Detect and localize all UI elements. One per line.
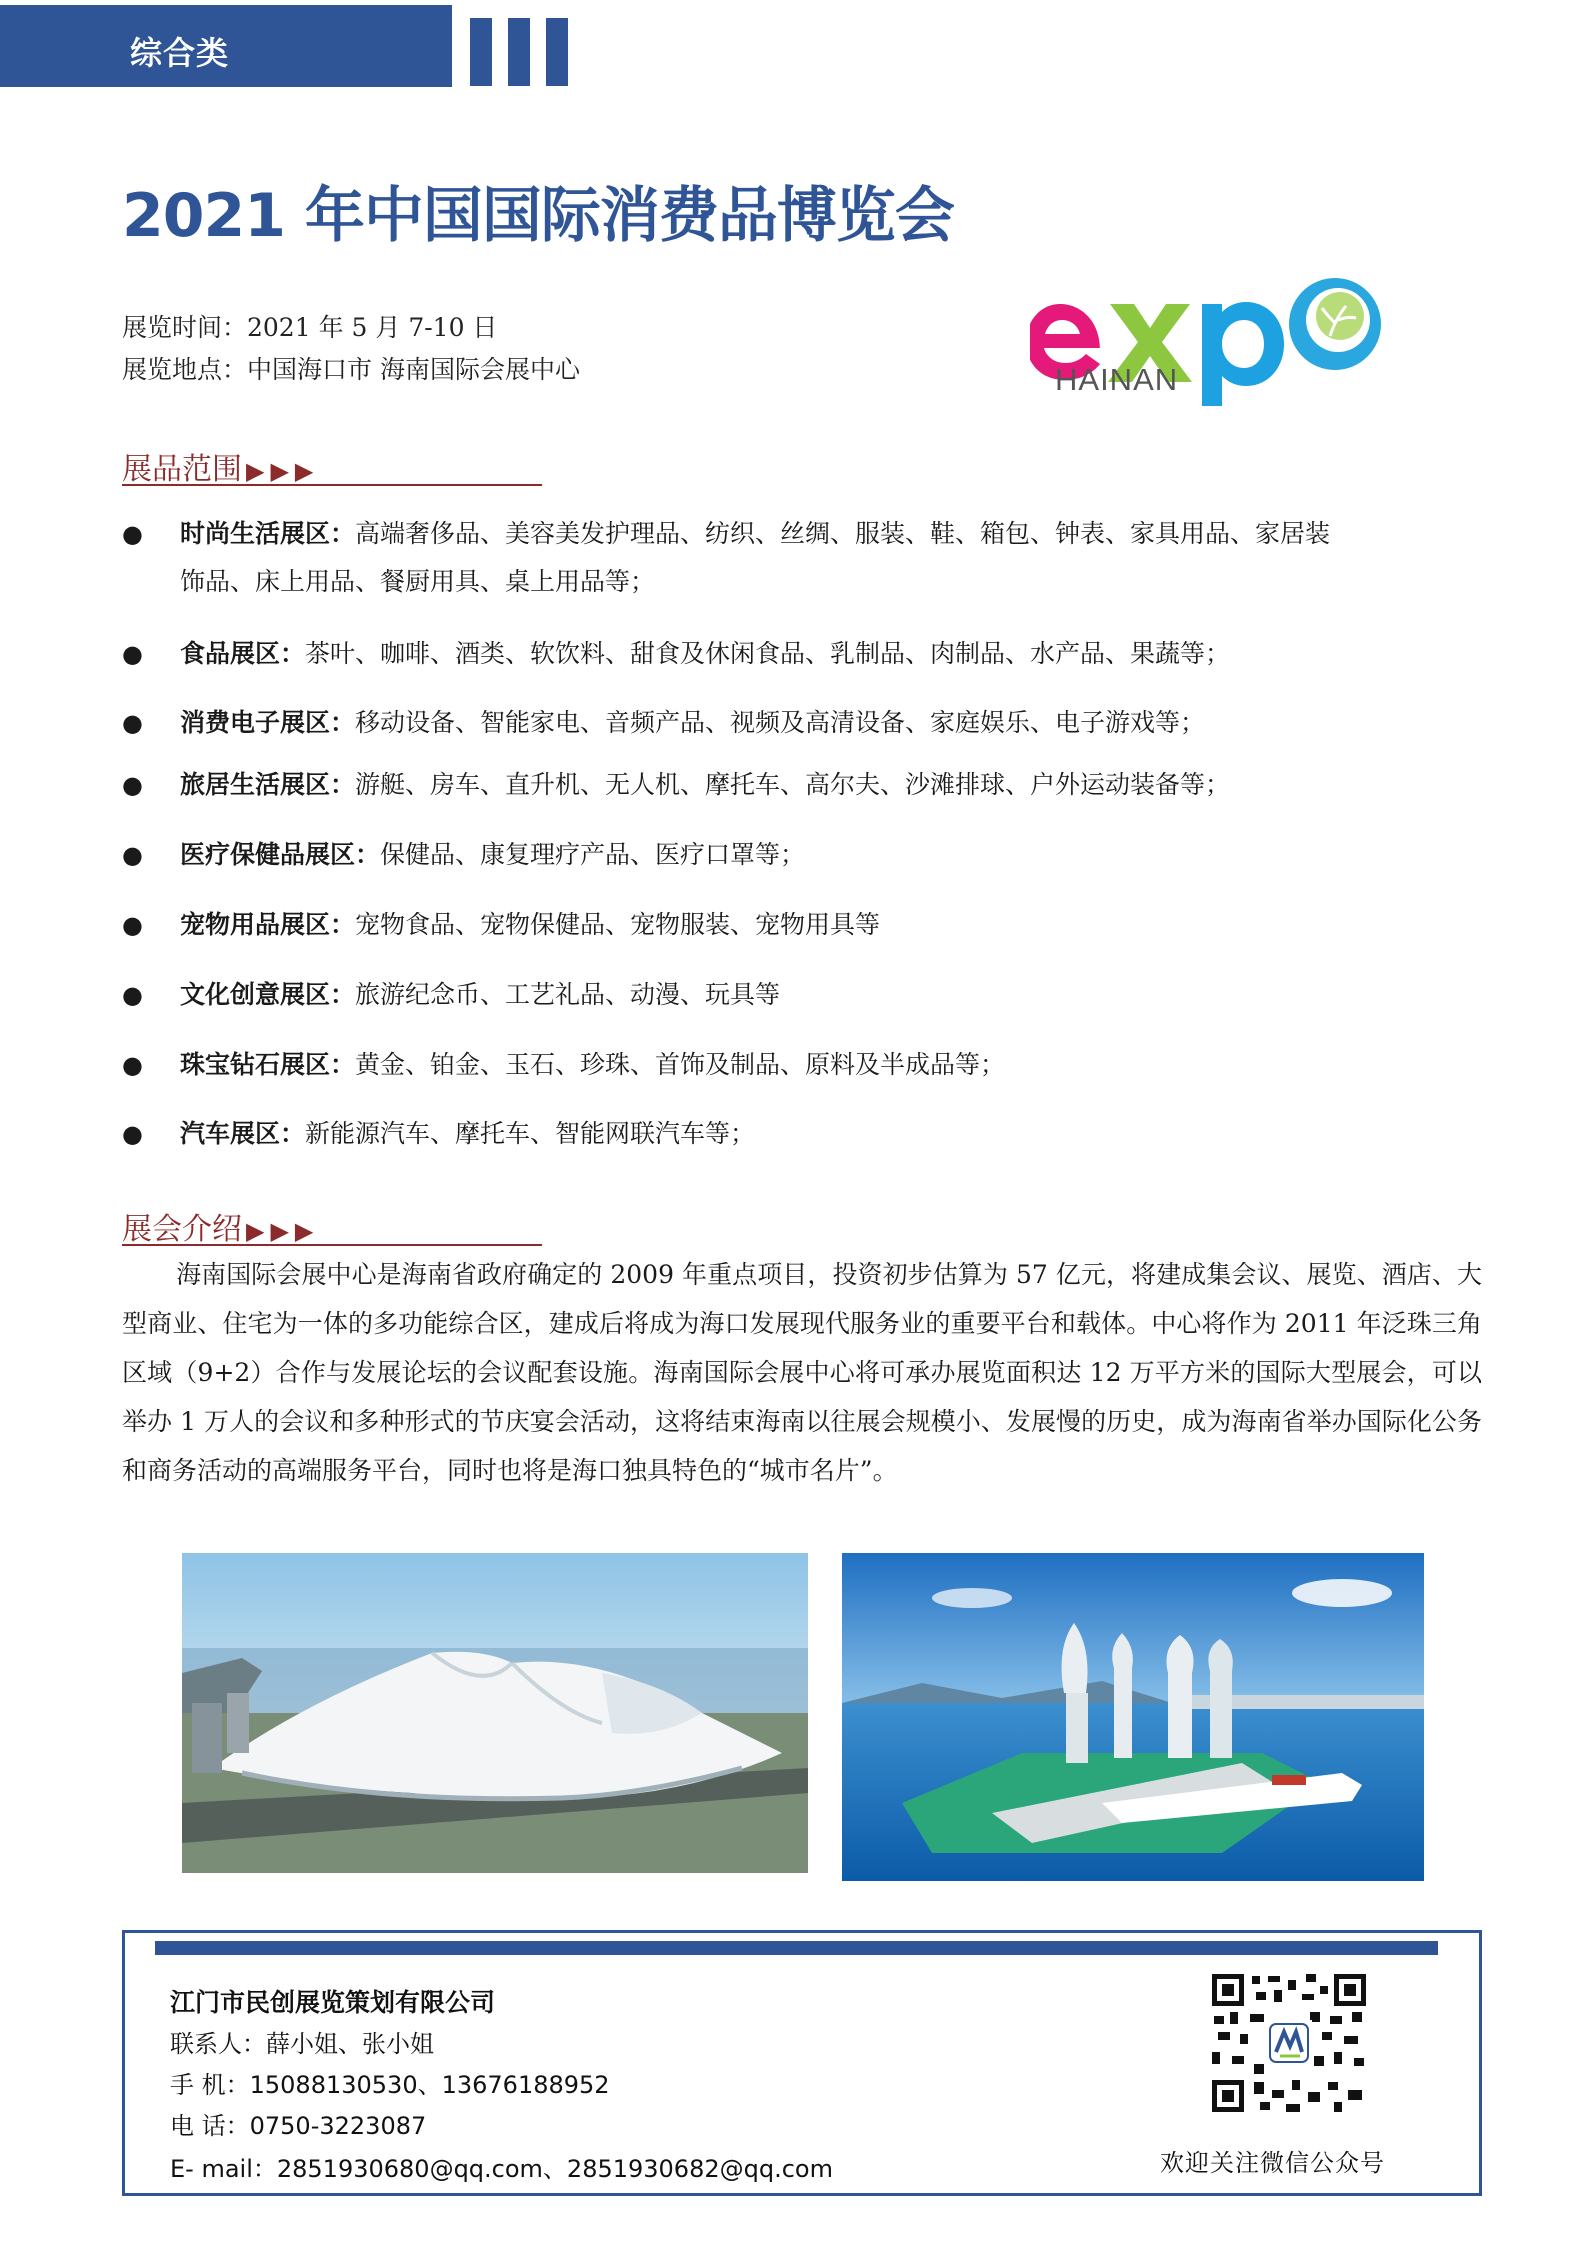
qr-caption: 欢迎关注微信公众号 xyxy=(1160,2149,1385,2177)
phoenix-island-photo xyxy=(842,1553,1424,1881)
bullet-icon: ● xyxy=(122,1051,143,1079)
contact-email: E- mail：2851930680@qq.com、2851930682@qq.com xyxy=(170,2155,833,2183)
exhibition-venue: 展览地点：中国海口市 海南国际会展中心 xyxy=(122,355,580,384)
contact-mobile: 手 机：15088130530、13676188952 xyxy=(170,2071,610,2099)
bullet-icon: ● xyxy=(122,640,143,668)
bullet-icon: ● xyxy=(122,771,143,799)
contact-person: 联系人：薛小姐、张小姐 xyxy=(170,2030,434,2058)
bullet-icon: ● xyxy=(122,911,143,939)
bullet-icon: ● xyxy=(122,981,143,1009)
section-title: 展会介绍 xyxy=(122,1212,242,1247)
bullet-icon: ● xyxy=(122,841,143,869)
header-decor-bar xyxy=(508,18,530,86)
logo-subtext: HAINAN xyxy=(1055,362,1179,397)
bullet-icon: ● xyxy=(122,520,143,548)
exhibition-time: 展览时间：2021 年 5 月 7-10 日 xyxy=(122,313,498,342)
page-title: 2021 年中国国际消费品博览会 xyxy=(122,181,954,251)
bullet-icon: ● xyxy=(122,709,143,737)
arrow-icon: ▶▶▶ xyxy=(246,1217,320,1245)
intro-paragraph: 海南国际会展中心是海南省政府确定的 2009 年重点项目，投资初步估算为 57 亿元，将建成集会议、展览、酒店、大型商业、住宅为一体的多功能综合区，建成后将成为海口发展现代服务业的重要平台和载体。中心将作为 2011 年泛珠三角区域（9+2）合作与发展论坛的会议配套设施。海南国际会展中心将可承办展览面积达 12 万平方米的国际大型展会，可以举办 1 万人的会议和多种形式的节庆宴会活动，这将结束海南以往展会规模小、发展慢的历史，成为海南省举办国际化公务和商务活动的高端服务平台，同时也将是海口独具特色的“城市名片”。 xyxy=(122,1260,1482,1485)
company-name: 江门市民创展览策划有限公司 xyxy=(170,1988,496,2017)
contact-phone: 电 话：0750-3223087 xyxy=(170,2112,427,2140)
category-label: 综合类 xyxy=(130,34,230,72)
section-heading-exhibits xyxy=(122,444,542,486)
header-decor-bar xyxy=(470,18,492,86)
section-title: 展品范围 xyxy=(122,452,242,487)
arrow-icon: ▶▶▶ xyxy=(246,457,320,485)
bullet-icon: ● xyxy=(122,1120,143,1148)
contact-box-bar xyxy=(155,1941,1438,1955)
convention-center-rendering xyxy=(182,1553,808,1873)
section-heading-intro xyxy=(122,1204,542,1246)
header-decor-bar xyxy=(546,18,568,86)
wechat-qr-code xyxy=(1210,1972,1368,2114)
